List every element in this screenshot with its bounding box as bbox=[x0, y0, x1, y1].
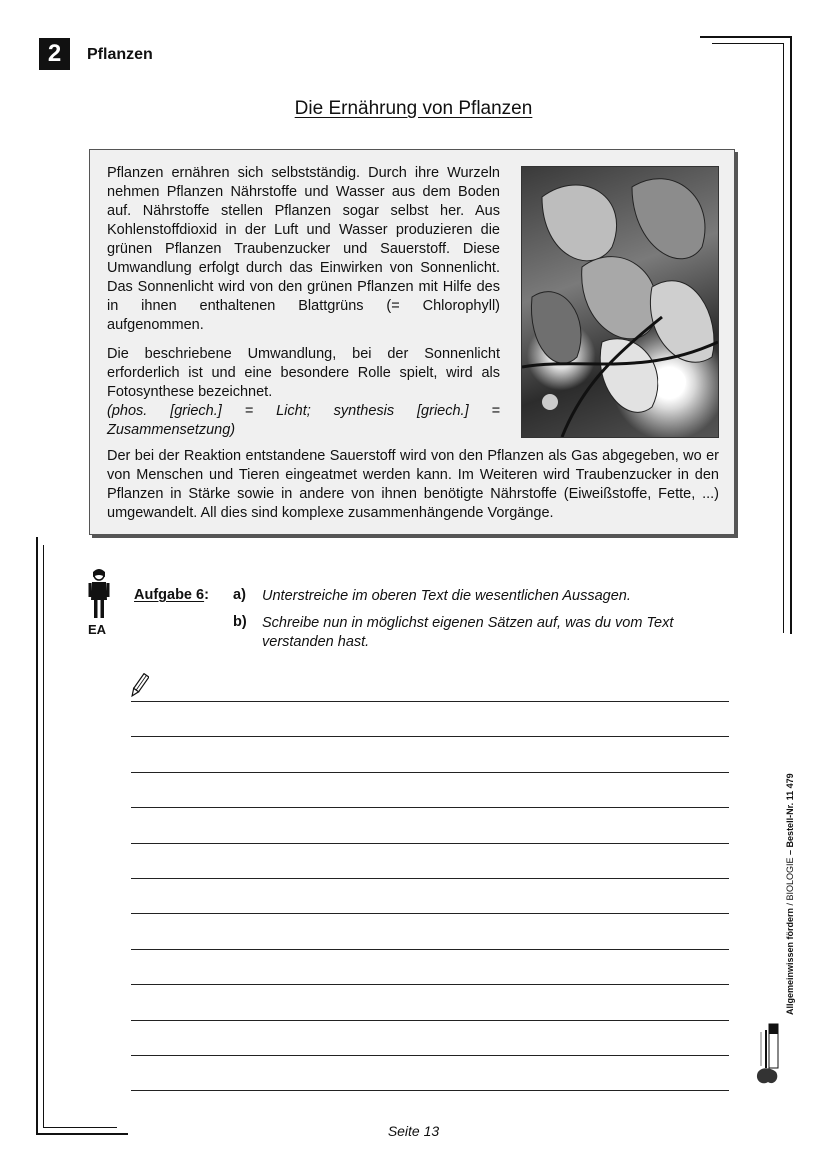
publisher-logo bbox=[754, 1022, 782, 1088]
info-paragraph-2-text: Die beschriebene Umwandlung, bei der Sonnenlicht erforderlich ist und eine besondere Rolle spielt, wird als Fotosynthese bezeichnet. bbox=[107, 346, 500, 400]
writing-line bbox=[131, 772, 729, 773]
writing-line bbox=[131, 843, 729, 844]
credit-order: – Bestell-Nr. 11 479 bbox=[785, 773, 795, 858]
writing-line bbox=[131, 1055, 729, 1056]
info-paragraph-1: Pflanzen ernähren sich selbstständig. Durch ihre Wurzeln nehmen Pflanzen Nährstoffe und Wasser aus dem Boden auf. Nährstoffe stellen Pflanzen sogar selbst her. Aus Kohlenstoffdioxid in der Luft und Wasser produzieren die grünen Pflanzen Traubenzucker und Sauerstoff. Diese Umwandlung erfolgt durch das Einwirken von Sonnenlicht. Das Sonnenlicht wird von den grünen Pflanzen mit Hilfe des in ihnen enthaltenen Blattgrüns (= Chlorophyll) aufgenommen. bbox=[107, 165, 500, 333]
work-form-label: EA bbox=[88, 622, 107, 637]
task-item-a-letter: a) bbox=[233, 587, 246, 603]
task-item-b-text: Schreibe nun in möglichst eigenen Sätzen auf, was du vom Text verstanden hast. bbox=[262, 615, 674, 650]
credit-series: Allgemeinwissen fördern bbox=[785, 907, 795, 1015]
pencil-icon bbox=[129, 673, 149, 699]
leaves-illustration bbox=[522, 167, 718, 437]
page-title: Die Ernährung von Pflanzen bbox=[294, 98, 533, 119]
leaves-photo bbox=[521, 166, 719, 438]
task-item-b-letter: b) bbox=[233, 614, 247, 630]
etymology-note: (phos. [griech.] = Licht; synthesis [griech.] = Zusammensetzung) bbox=[107, 403, 500, 438]
writing-line bbox=[131, 736, 729, 737]
writing-line bbox=[131, 1020, 729, 1021]
student-figure-icon bbox=[88, 568, 110, 620]
writing-line bbox=[131, 878, 729, 879]
credit-subject: / BIOLOGIE bbox=[785, 857, 795, 908]
info-paragraph-2 bbox=[107, 345, 500, 440]
chapter-title: Pflanzen bbox=[87, 46, 153, 63]
chapter-number: 2 bbox=[39, 38, 70, 70]
task-label-text: Aufgabe 6 bbox=[134, 587, 205, 603]
writing-line bbox=[131, 1090, 729, 1091]
writing-line bbox=[131, 701, 729, 702]
page-number: Seite 13 bbox=[387, 1123, 440, 1139]
task-label bbox=[134, 587, 209, 603]
writing-line bbox=[131, 984, 729, 985]
info-paragraph-3: Der bei der Reaktion entstandene Sauerstoff wird von den Pflanzen als Gas abgegeben, wo er von Menschen und Tieren eingeatmet werden kann. Im Weiteren wird Traubenzucker in den Pflanzen in Stärke sowie in andere von ihnen benötigte Nährstoffe (Eiweißstoffe, Fette, ...) umgewandelt. All dies sind komplexe zusammenhängende Vorgänge. bbox=[107, 448, 719, 521]
task-item-a-text: Unterstreiche im oberen Text die wesentlichen Aussagen. bbox=[262, 588, 631, 604]
side-credit bbox=[785, 773, 795, 1015]
writing-line bbox=[131, 913, 729, 914]
writing-line bbox=[131, 949, 729, 950]
writing-line bbox=[131, 807, 729, 808]
task-label-colon: : bbox=[204, 587, 209, 603]
